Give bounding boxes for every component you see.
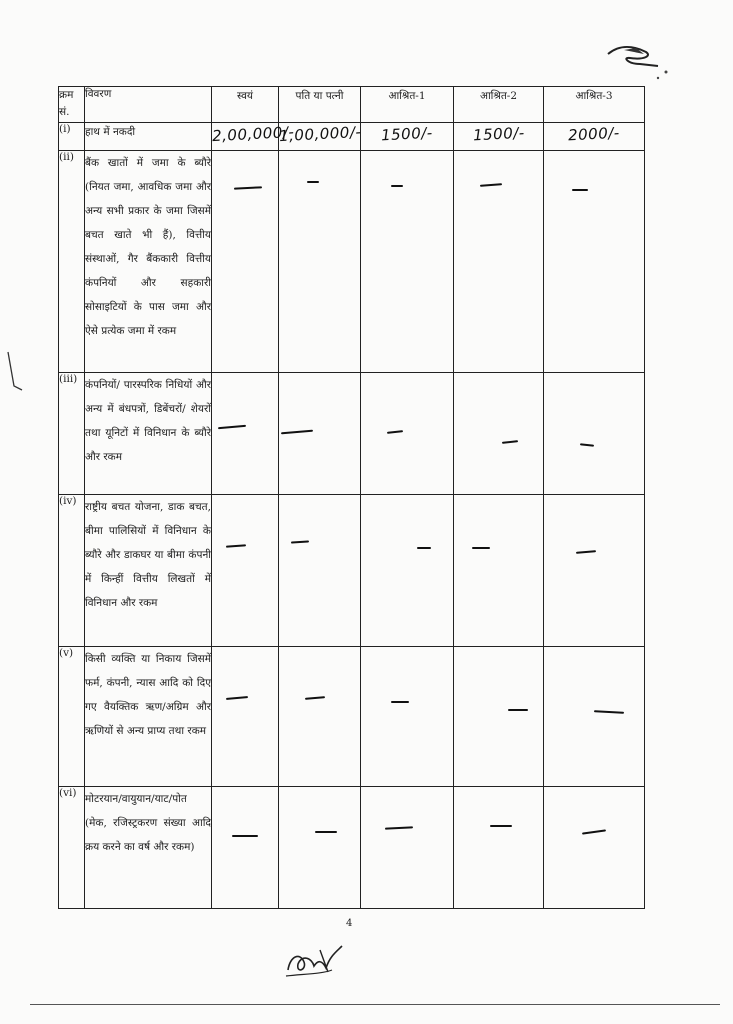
- nil-dash: [315, 831, 337, 833]
- nil-dash: [305, 696, 325, 700]
- value-dependent-1: [361, 787, 454, 909]
- header-dependent-2: आश्रित-2: [454, 87, 544, 123]
- value-self: [212, 495, 279, 647]
- value-dependent-1: [361, 495, 454, 647]
- nil-dash: [480, 183, 502, 187]
- header-dependent-1: आश्रित-1: [361, 87, 454, 123]
- value-spouse: [279, 787, 361, 909]
- value-dependent-3: [544, 647, 645, 787]
- row-description: मोटरयान/वायुयान/याट/पोत (मेक, रजिस्ट्रकरण संख्या आदि क्रय करने का वर्ष और रकम): [85, 787, 212, 909]
- nil-dash: [490, 825, 512, 827]
- table-header-row: [59, 87, 645, 123]
- value-dependent-3: [544, 151, 645, 373]
- value-dependent-3: [544, 787, 645, 909]
- nil-dash: [417, 547, 431, 549]
- row-serial: (i): [59, 123, 85, 151]
- nil-dash: [291, 540, 309, 543]
- nil-dash: [391, 185, 403, 187]
- value-dependent-2: [454, 495, 544, 647]
- page-number: 4: [346, 918, 353, 929]
- row-description: किसी व्यक्ति या निकाय जिसमें फर्म, कंपनी, न्यास आदि को दिए गए वैयक्तिक ऋण/अग्रिम और ऋणियों से अन्य प्राप्य तथा रकम: [85, 647, 212, 787]
- header-self: स्वयं: [212, 87, 279, 123]
- nil-dash: [508, 709, 528, 711]
- value-spouse: [279, 151, 361, 373]
- value-self: [212, 647, 279, 787]
- row-serial: (iii): [59, 373, 85, 495]
- value-self: [212, 787, 279, 909]
- row-description: बैंक खातों में जमा के ब्यौरे (नियत जमा, आवधिक जमा और अन्य सभी प्रकार के जमा जिसमें बचत खाते भी हैं), वित्तीय संस्थाओं, गैर बैंककारी वित्तीय कंपनियों और सहकारी सोसाइटियों के पास जमा और ऐसे प्रत्येक जमा में रकम: [85, 151, 212, 373]
- header-spouse: पति या पत्नी: [279, 87, 361, 123]
- nil-dash: [226, 696, 248, 700]
- table-row: [59, 123, 645, 151]
- nil-dash: [576, 550, 596, 554]
- nil-dash: [234, 186, 262, 189]
- row-description: राष्ट्रीय बचत योजना, डाक बचत, बीमा पालिसियों में विनिधान के ब्यौरे और डाकघर या बीमा कंपनी में किन्हीं वित्तीय लिखतों में विनिधान और रकम: [85, 495, 212, 647]
- value-dependent-1: [361, 647, 454, 787]
- header-serial: क्रम सं.: [59, 87, 85, 123]
- header-dependent-3: आश्रित-3: [544, 87, 645, 123]
- value-dependent-1: [361, 373, 454, 495]
- left-margin-mark: [4, 350, 24, 394]
- nil-dash: [232, 835, 258, 837]
- value-dependent-2: [454, 787, 544, 909]
- table-row: [59, 373, 645, 495]
- nil-dash: [594, 710, 624, 714]
- nil-dash: [281, 430, 313, 435]
- value-dependent-3: 2000/-: [544, 123, 645, 151]
- nil-dash: [472, 547, 490, 549]
- value-dependent-2: [454, 647, 544, 787]
- corner-scribble-mark: [600, 38, 680, 82]
- table-row: [59, 787, 645, 909]
- value-dependent-2: [454, 373, 544, 495]
- value-spouse: 1,00,000/-: [279, 123, 361, 151]
- value-spouse: [279, 373, 361, 495]
- value-dependent-2: 1500/-: [454, 123, 544, 151]
- value-spouse: [279, 647, 361, 787]
- nil-dash: [218, 425, 246, 429]
- nil-dash: [387, 430, 403, 434]
- assets-table: [58, 86, 645, 909]
- header-details: विवरण: [85, 87, 212, 123]
- nil-dash: [385, 826, 413, 829]
- table-row: [59, 495, 645, 647]
- table-row: [59, 151, 645, 373]
- value-dependent-3: [544, 495, 645, 647]
- row-serial: (ii): [59, 151, 85, 373]
- nil-dash: [582, 829, 606, 834]
- row-serial: (v): [59, 647, 85, 787]
- value-dependent-3: [544, 373, 645, 495]
- nil-dash: [502, 440, 518, 444]
- nil-dash: [307, 181, 319, 183]
- nil-dash: [572, 189, 588, 191]
- row-description: हाथ में नकदी: [85, 123, 212, 151]
- row-serial: (iv): [59, 495, 85, 647]
- row-serial: (vi): [59, 787, 85, 909]
- value-dependent-1: 1500/-: [361, 123, 454, 151]
- value-dependent-1: [361, 151, 454, 373]
- nil-dash: [391, 701, 409, 703]
- value-self: [212, 151, 279, 373]
- value-self: [212, 373, 279, 495]
- value-spouse: [279, 495, 361, 647]
- footer-rule: [30, 1004, 720, 1005]
- value-dependent-2: [454, 151, 544, 373]
- row-description: कंपनियों/ पारस्परिक निधियों और अन्य में बंधपत्रों, डिबेंचरों/ शेयरों तथा यूनिटों में विनिधान के ब्यौरे और रकम: [85, 373, 212, 495]
- nil-dash: [580, 443, 594, 446]
- handwritten-signature: [282, 940, 352, 982]
- value-self: 2,00,000/-: [212, 123, 279, 151]
- table-row: [59, 647, 645, 787]
- nil-dash: [226, 544, 246, 547]
